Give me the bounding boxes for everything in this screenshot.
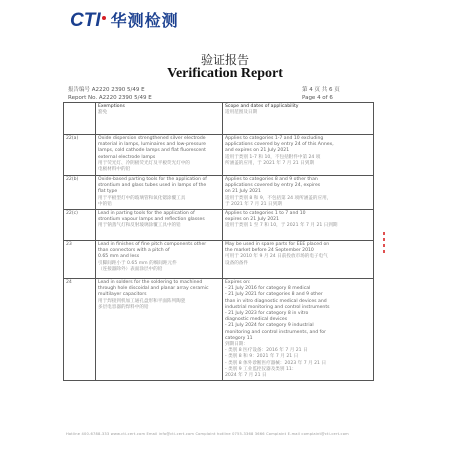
table-row [64,241,374,279]
scope-line: 2024 年 7 月 21 日 [225,373,267,379]
exemption-line: external electrode lamps [98,154,156,160]
scope-line: 适用于类别 8 和 9，不包括第 24 项所涵盖的应用， [225,195,332,201]
scope-line: 适用于类别 1-7 和 10，不包括附件中第 24 项 [225,154,321,160]
exemption-line: than connectors with a pitch of [98,248,170,254]
scope-line: than in vitro diagnostic medical devices and [225,298,327,304]
scope-line: Expires on: [225,280,251,286]
scope-line: - 类别 8 医疗设备：2016 年 7 月 21 日 [225,348,308,354]
row-scope-cell [223,135,374,176]
report-title-english: Verification Report [167,66,283,81]
table-row [64,135,374,176]
scope-line: - 类别 9 工业监控仪器及类别 11： [225,366,297,372]
header-exemptions-cell [96,103,223,135]
row-number-cell: 22(a) [64,135,96,176]
table-row [64,176,374,210]
margin-mark [383,238,385,241]
row-scope-cell [223,176,374,210]
report-number-en: Report No. A2220 2390 5/49 E [68,95,152,101]
scope-line: applications covered by entry 24 of this Annex, [225,142,334,148]
scope-line: industrial monitoring and control instruments [225,304,330,310]
exemption-line: flat type [98,189,118,195]
scope-line: 可用于 2010 年 9 月 24 日前投放市场的电子电气 [225,254,328,260]
row-exemption-cell [96,210,223,241]
scope-line: - 类别 8 体外诊断医疗器械：2023 年 7 月 21 日 [225,360,327,366]
scope-line: - 21 July 2016 for category 8 medical [225,286,311,292]
scope-line: diagnostic medical devices [225,317,288,323]
exemption-line: Lead in solders for the soldering to machined [98,280,203,286]
report-number-cn: 报告编号 A2220 2390 5/49 E [68,87,145,93]
exemption-line: 用于焊接到机加工通孔盘形和平面阵列陶瓷 [98,298,186,304]
exemption-line: 用于荧光灯、冷阴极荧光灯及平板荧光灯中的 [98,160,190,166]
row-scope-cell [223,241,374,279]
exemption-line: lamps, cold cathode lamps and flat fluorescent [98,148,206,154]
scope-line: monitoring and control instruments, and for [225,329,326,335]
exemption-line: through hole discoidal and planar array ceramic [98,286,209,292]
table-row [64,210,374,241]
report-title-chinese: 验证报告 [200,53,249,67]
row-number-cell: 23 [64,241,96,279]
header-scope-en: Scope and dates of applicability [225,104,299,109]
scope-line: Applies to categories 1 to 7 and 10 [225,211,306,217]
exemption-line: 0.65 mm and less [98,254,140,260]
header-no-cell [64,103,96,135]
scope-line: Applies to categories 8 and 9 other than [225,177,318,182]
page-number-en: Page 4 of 6 [302,95,333,101]
page-number-cn: 第 4 页 共 6 页 [302,87,340,93]
header-exemptions-en: Exemptions [98,104,125,109]
scope-line: 适用于类别 1 至 7 和 10，于 2021 年 7 月 21 日到期 [225,223,338,229]
exemption-line: multilayer capacitors [98,292,147,298]
row-exemption-cell [96,135,223,176]
row-number-cell: 22(b) [64,176,96,210]
scope-line: 于 2021 年 7 月 21 日到期 [225,201,282,207]
exemption-line: 多层电容器的焊料中的铅 [98,304,149,310]
exemption-line: Lead in parting tools for the application of [98,211,195,217]
scope-line: 所涵盖的应用，于 2021 年 7 月 21 日到期 [225,160,314,166]
exemptions-table [63,102,374,381]
exemption-line: 引脚间距小于 0.65 mm 的细间距元件 [98,260,177,266]
scope-line: - 21 July 2021 for categories 8 and 9 other [225,292,323,298]
row-exemption-cell [96,279,223,381]
exemption-line: 中的铅 [98,201,112,207]
scope-line: on 21 July 2021 [225,189,261,195]
scope-line: applications covered by entry 24, expires [225,183,321,189]
scope-line: - 21 July 2024 for category 9 industrial [225,323,314,329]
page-number-block [302,86,340,102]
scope-line: Applies to categories 1-7 and 10 excluding [225,136,324,141]
exemption-line: Oxide dispersion strengthened silver electrode [98,136,206,141]
exemption-line: Lead in finishes of fine pitch components other [98,242,207,248]
scope-line: category 11 [225,335,253,341]
table-row [64,279,374,381]
exemption-line: material in lamps, luminaires and low-pressure [98,142,206,148]
row-exemption-cell [96,241,223,279]
scope-line: 到期日期： [225,342,248,348]
table-header-row [64,103,374,135]
report-number-block [68,86,152,102]
header-scope-cell [223,103,374,135]
row-exemption-cell [96,176,223,210]
exemption-line: 电极材料中的铅 [98,167,131,173]
header-scope-cn: 适用范围及日期 [225,110,258,116]
logo-chinese-name: 华测检测 [110,11,179,30]
scope-line: the market before 24 September 2010 [225,248,314,254]
scope-line: and expires on 21 July 2021 [225,148,290,154]
margin-mark [383,250,385,253]
header-exemptions-cn: 豁免 [98,110,108,116]
exemption-line: strontium and glass tubes used in lamps of the [98,183,207,189]
exemption-line: 用于钠蒸气灯和反射玻璃涂覆工具中的铅 [98,223,181,229]
row-scope-cell [223,279,374,381]
scope-line: - 21 July 2023 for category 8 in vitro [225,311,309,317]
scope-line: May be used in spare parts for EEE placed on [225,242,330,248]
scope-line: - 类别 8 和 9：2021 年 7 月 21 日 [225,354,299,360]
logo-dot [102,16,106,20]
margin-mark [383,232,385,235]
row-number-cell: 22(c) [64,210,96,241]
exemption-line: 用于平板型灯中的玻璃管和氧化锶涂覆工具 [98,195,186,201]
row-number-cell: 24 [64,279,96,381]
scope-line: 设备的备件 [225,260,248,266]
exemption-line: strontium vapour lamps and reflection glasses [98,217,205,223]
exemption-line: Oxide-based parting tools for the application of [98,177,207,182]
exemption-line: （连接器除外）表面涂层中的铅 [98,266,163,272]
company-logo [70,11,179,31]
scope-line: expires on 21 July 2021 [225,217,280,223]
page-footer: Hotline 400-6788-333 www.cti-cert.com Email info@cti-cert.com Complaint hotline 0755-3368 3666 Complaint E-mail complaint@cti-cert.com [66,432,349,436]
row-scope-cell [223,210,374,241]
logo-mark: CTI [70,11,107,31]
margin-mark [383,244,385,247]
